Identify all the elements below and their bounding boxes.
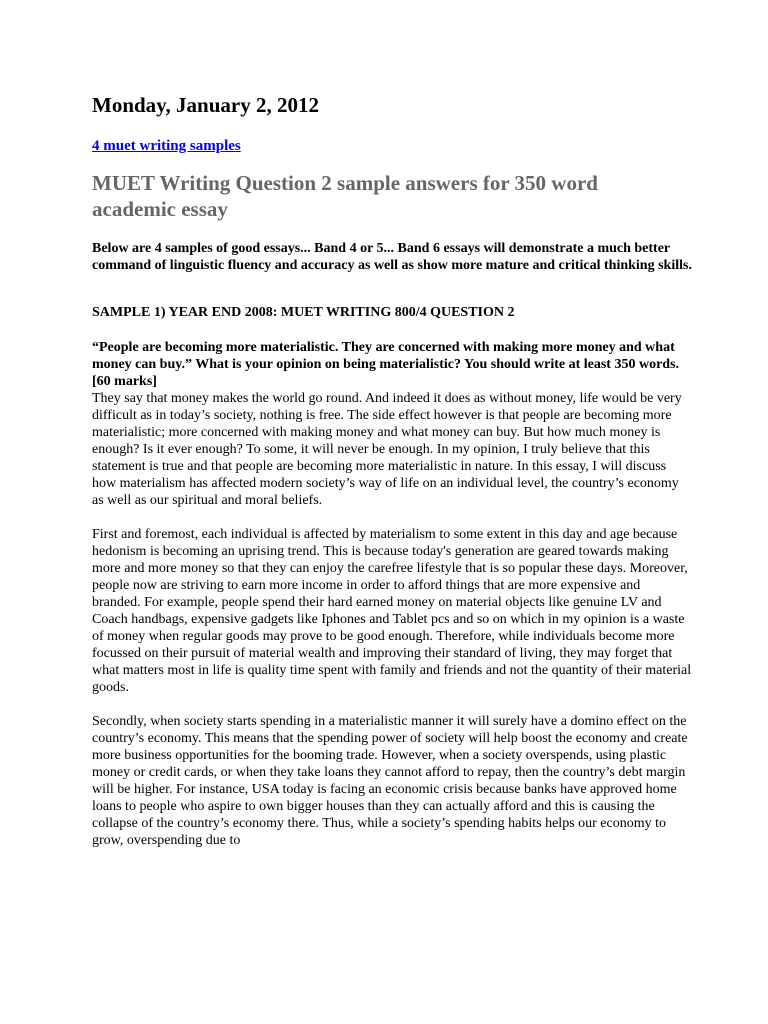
essay-paragraph: They say that money makes the world go round. And indeed it does as without money, life would be very difficult as in today’s society, nothing is free. The side effect however is that people are becoming more materialistic; more concerned with making money and what money can buy. But how much money is enough? Is it ever enough? To some, it will never be enough. In my opinion, I truly believe that this statement is true and that people are becoming more materialistic in nature. In this essay, I will discuss how materialism has affected modern society’s way of life on an individual level, the country’s economy as well as our spiritual and moral beliefs.: [92, 391, 682, 508]
post-title: MUET Writing Question 2 sample answers for 350 word academic essay: [92, 171, 598, 221]
intro-text: Below are 4 samples of good essays... Band 4 or 5... Band 6 essays will demonstrate a much better command of linguistic fluency and accuracy as well as show more mature and critical thinking skills.: [92, 241, 692, 273]
essay-body: [92, 390, 692, 849]
essay-question: “People are becoming more materialistic. They are concerned with making more money and what money can buy.” What is your opinion on being materialistic? You should write at least 350 words. [60 marks]: [92, 340, 680, 389]
essay-paragraph: First and foremost, each individual is affected by materialism to some extent in this day and age because hedonism is becoming an uprising trend. This is because today's generation are geared towards making more and more money so that they can enjoy the carefree lifestyle that is so popular these days. Moreover, people now are striving to earn more income in order to afford things that are more expensive and branded. For example, people spend their hard earned money on material objects like genuine LV and Coach handbags, expensive gadgets like Iphones and Tablet pcs and so on which in my opinion is a waste of money when regular goods may prove to be good enough. Therefore, while individuals become more focussed on their pursuit of material wealth and improving their standard of living, they may forget that what matters most in life is quality time spent with family and friends and not the quantity of their material goods.: [92, 527, 692, 695]
essay-paragraph: Secondly, when society starts spending in a materialistic manner it will surely have a domino effect on the country’s economy. This means that the spending power of society will help boost the economy and create more business opportunities for the booming trade. However, when a society overspends, using plastic money or credit cards, or when they take loans they cannot afford to repay, then the country’s debt margin will be higher. For instance, USA today is facing an economic crisis because banks have approved home loans to people who aspire to own bigger houses than they can actually afford and this is causing the collapse of the country’s economy there. Thus, while a society’s spending habits helps our economy to grow, overspending due to: [92, 714, 688, 848]
document-page: [92, 92, 692, 849]
post-date: Monday, January 2, 2012: [92, 93, 319, 117]
post-link[interactable]: 4 muet writing samples: [92, 138, 241, 154]
sample-heading: SAMPLE 1) YEAR END 2008: MUET WRITING 800/4 QUESTION 2: [92, 305, 515, 320]
